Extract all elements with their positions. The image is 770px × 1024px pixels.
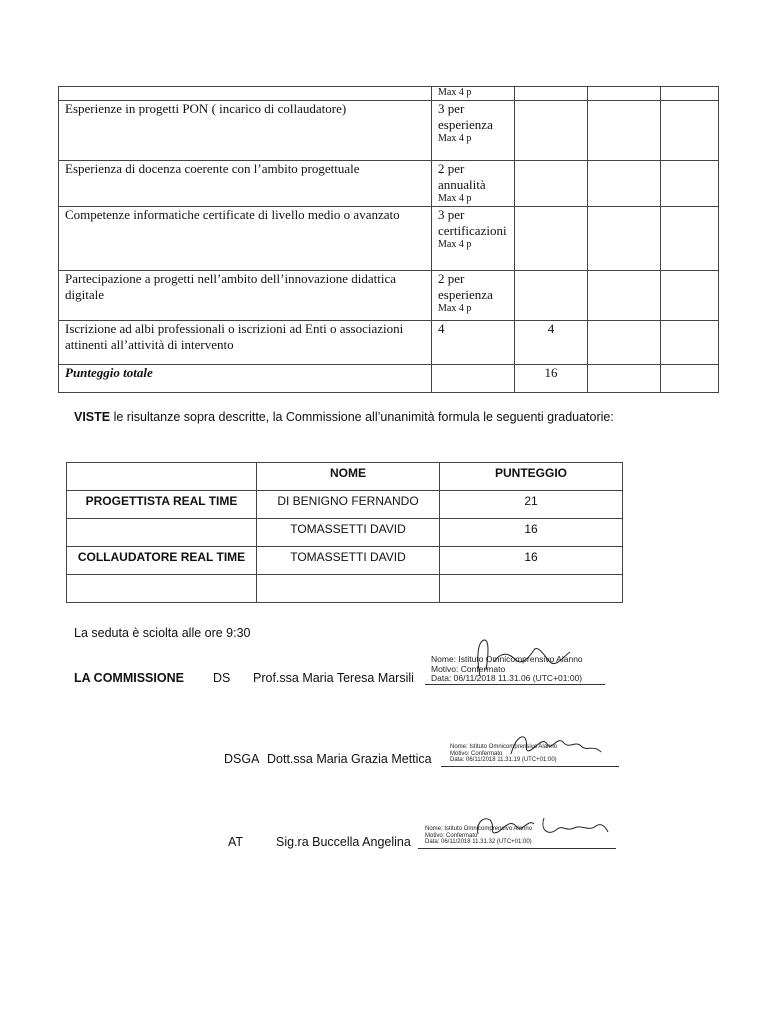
table-row (59, 101, 719, 161)
signature-line (418, 848, 616, 849)
score-cell: 21 (440, 491, 623, 519)
name-cell (257, 575, 440, 603)
criterion-cell: Iscrizione ad albi professionali o iscrizioni ad Enti o associazioni attinenti all’attività di intervento (59, 321, 432, 365)
signature-data: Data: 06/11/2018 11.31.06 (UTC+01:00) (431, 673, 583, 683)
digital-signature-at (425, 826, 532, 846)
total-score: 16 (515, 365, 588, 393)
viste-text: le risultanze sopra descritte, la Commissione all’unanimità formula le seguenti graduatorie: (110, 410, 614, 424)
max-points-note: Max 4 p (438, 193, 472, 204)
signature-nome: Nome: Istituto Omnicomprensivo Alanno (450, 744, 558, 750)
total-label: Punteggio totale (59, 365, 432, 393)
criterion-cell: Esperienze in progetti PON ( incarico di collaudatore) (59, 101, 432, 161)
member-role: AT (228, 835, 244, 849)
member-role: DSGA (224, 752, 260, 766)
signature-motivo: Motivo: Confermato (425, 832, 478, 839)
table-row (67, 519, 623, 547)
score-cell (515, 271, 588, 321)
table-row (59, 87, 719, 101)
signature-line (425, 684, 605, 685)
member-name: Sig.ra Buccella Angelina (276, 835, 411, 849)
viste-paragraph (74, 410, 614, 424)
points-rule: 2 per annualità (438, 161, 486, 192)
name-cell: TOMASSETTI DAVID (257, 519, 440, 547)
closing-text: La seduta è sciolta alle ore 9:30 (74, 626, 251, 640)
score-cell (515, 161, 588, 207)
name-cell: TOMASSETTI DAVID (257, 547, 440, 575)
table-row (59, 321, 719, 365)
member-role: DS (213, 671, 231, 685)
points-rule: 3 per esperienza (438, 101, 493, 132)
signature-motivo: Motivo: Confermato (431, 663, 506, 674)
signature-data: Data: 06/11/2018 11.31.19 (UTC+01:00) (450, 757, 557, 763)
role-cell (67, 575, 257, 603)
signature-nome: Nome: Istituto Omnicomprensivo Alanno (431, 654, 583, 664)
header-name: NOME (257, 463, 440, 491)
max-points-note: Max 4 p (438, 87, 472, 98)
ranking-table (66, 462, 623, 603)
role-cell (67, 519, 257, 547)
criterion-cell: Esperienza di docenza coerente con l’ambito progettuale (59, 161, 432, 207)
table-row (59, 271, 719, 321)
score-cell: 4 (515, 321, 588, 365)
viste-bold: VISTE (74, 410, 111, 424)
digital-signature-dsga (450, 744, 557, 764)
signature-motivo: Motivo: Confermato (450, 750, 503, 757)
table-row (67, 575, 623, 603)
points-rule: 2 per esperienza (438, 271, 493, 302)
commission-label: LA COMMISSIONE (74, 671, 184, 685)
score-cell: 16 (440, 519, 623, 547)
signature-line (441, 766, 619, 767)
role-cell: PROGETTISTA REAL TIME (67, 491, 257, 519)
name-cell: DI BENIGNO FERNANDO (257, 491, 440, 519)
signature-nome: Nome: Istituto Omnicomprensivo Alanno (425, 826, 533, 832)
member-name: Dott.ssa Maria Grazia Mettica (267, 752, 432, 766)
max-points-note: Max 4 p (438, 133, 472, 144)
member-name: Prof.ssa Maria Teresa Marsili (253, 671, 414, 685)
total-row (59, 365, 719, 393)
table-row (67, 547, 623, 575)
signature-data: Data: 06/11/2018 11.31.32 (UTC+01:00) (425, 839, 532, 845)
score-cell: 16 (440, 547, 623, 575)
criteria-table (58, 86, 719, 393)
header-role (67, 463, 257, 491)
table-row (59, 207, 719, 271)
points-rule: 4 (438, 321, 445, 336)
table-row (59, 161, 719, 207)
score-cell (515, 101, 588, 161)
max-points-note: Max 4 p (438, 303, 472, 314)
score-cell (515, 207, 588, 271)
role-cell: COLLAUDATORE REAL TIME (67, 547, 257, 575)
table-row (67, 491, 623, 519)
criterion-cell: Competenze informatiche certificate di livello medio o avanzato (59, 207, 432, 271)
max-points-note: Max 4 p (438, 239, 472, 250)
score-cell (440, 575, 623, 603)
criterion-cell: Partecipazione a progetti nell’ambito dell’innovazione didattica digitale (59, 271, 432, 321)
digital-signature-ds (431, 655, 583, 684)
table-header-row (67, 463, 623, 491)
points-rule: 3 per certificazioni (438, 207, 507, 238)
header-score: PUNTEGGIO (440, 463, 623, 491)
